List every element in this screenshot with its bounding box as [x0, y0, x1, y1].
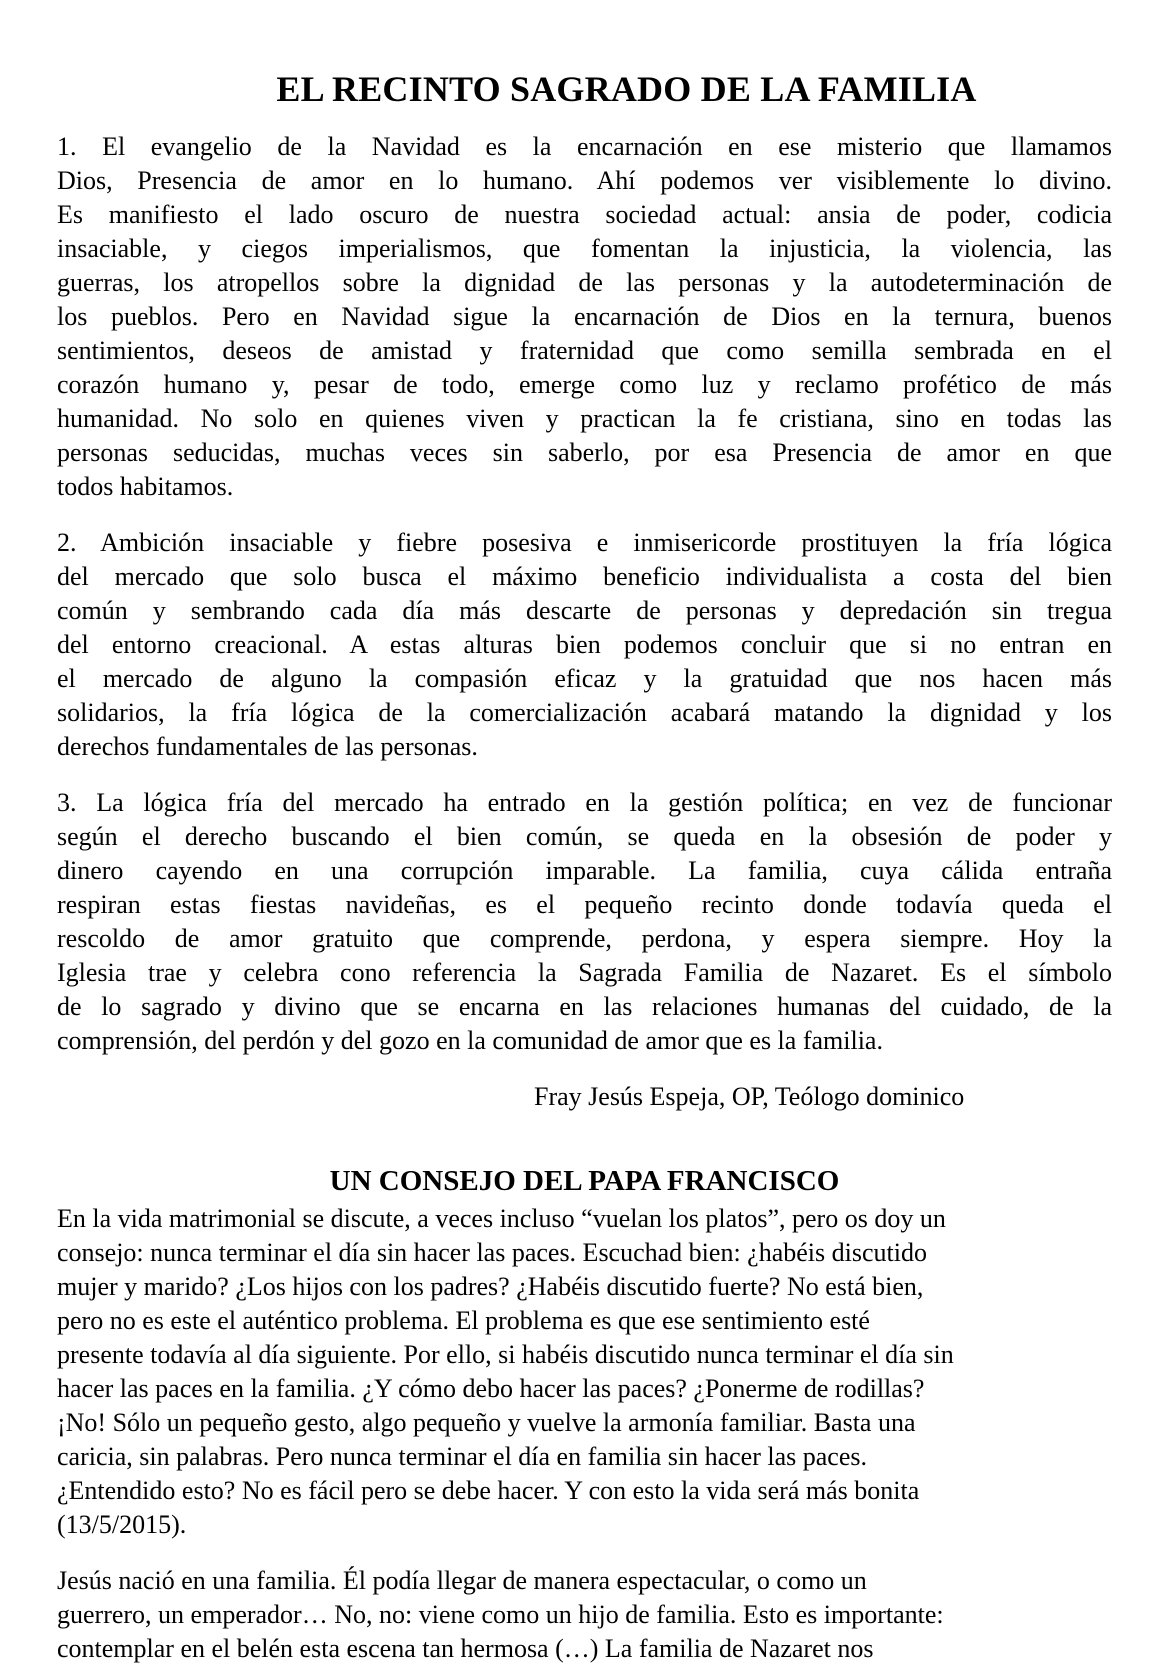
text-line: solidarios, la fría lógica de la comercialización acabará matando la dignidad y los: [57, 698, 1112, 727]
section-consejo-papa: [57, 1162, 1112, 1666]
text-line: mujer y marido? ¿Los hijos con los padres? ¿Habéis discutido fuerte? No está bien,: [57, 1272, 924, 1301]
text-line: guerrero, un emperador… No, no: viene como un hijo de familia. Esto es importante:: [57, 1600, 944, 1629]
paragraph-1: [57, 130, 1112, 504]
text-line: todos habitamos.: [57, 472, 234, 501]
text-line: pero no es este el auténtico problema. El problema es que ese sentimiento esté: [57, 1306, 870, 1335]
section-heading: UN CONSEJO DEL PAPA FRANCISCO: [329, 1165, 840, 1197]
text-line: según el derecho buscando el bien común, se queda en la obsesión de poder y: [57, 822, 1112, 851]
text-line: caricia, sin palabras. Pero nunca terminar el día en familia sin hacer las paces.: [57, 1442, 867, 1471]
text-line: rescoldo de amor gratuito que comprende, perdona, y espera siempre. Hoy la: [57, 924, 1112, 953]
text-line: del entorno creacional. A estas alturas bien podemos concluir que si no entran en: [57, 630, 1112, 659]
text-line: ¡No! Sólo un pequeño gesto, algo pequeño y vuelve la armonía familiar. Basta una: [57, 1408, 916, 1437]
text-line: humanidad. No solo en quienes viven y practican la fe cristiana, sino en todas las: [57, 404, 1112, 433]
text-line: 1. El evangelio de la Navidad es la encarnación en ese misterio que llamamos: [57, 132, 1112, 161]
text-line: Es manifiesto el lado oscuro de nuestra sociedad actual: ansia de poder, codicia: [57, 200, 1112, 229]
text-line: sentimientos, deseos de amistad y fraternidad que como semilla sembrada en el: [57, 336, 1112, 365]
document-title: EL RECINTO SAGRADO DE LA FAMILIA: [276, 69, 977, 109]
text-line: presente todavía al día siguiente. Por ello, si habéis discutido nunca terminar el día sin: [57, 1340, 954, 1369]
section-recinto-sagrado: [57, 130, 1112, 1114]
text-line: guerras, los atropellos sobre la dignidad de las personas y la autodeterminación de: [57, 268, 1112, 297]
text-line: comprensión, del perdón y del gozo en la comunidad de amor que es la familia.: [57, 1026, 883, 1055]
text-line: contemplar en el belén esta escena tan hermosa (…) La familia de Nazaret nos: [57, 1634, 874, 1663]
text-line: personas seducidas, muchas veces sin saberlo, por esa Presencia de amor en que: [57, 438, 1112, 467]
paragraph-5: [57, 1564, 1112, 1666]
paragraph-3: [57, 786, 1112, 1058]
text-line: Dios, Presencia de amor en lo humano. Ahí podemos ver visiblemente lo divino.: [57, 166, 1112, 195]
text-line: hacer las paces en la familia. ¿Y cómo debo hacer las paces? ¿Ponerme de rodillas?: [57, 1374, 925, 1403]
text-line: Iglesia trae y celebra cono referencia la Sagrada Familia de Nazaret. Es el símbolo: [57, 958, 1112, 987]
text-line: corazón humano y, pesar de todo, emerge como luz y reclamo profético de más: [57, 370, 1112, 399]
text-line: común y sembrando cada día más descarte de personas y depredación sin tregua: [57, 596, 1112, 625]
paragraph-4: [57, 1202, 1112, 1542]
text-line: dinero cayendo en una corrupción imparable. La familia, cuya cálida entraña: [57, 856, 1112, 885]
paragraph-2: [57, 526, 1112, 764]
text-line: el mercado de alguno la compasión eficaz y la gratuidad que nos hacen más: [57, 664, 1112, 693]
text-line: (13/5/2015).: [57, 1510, 187, 1539]
text-line: respiran estas fiestas navideñas, es el pequeño recinto donde todavía queda el: [57, 890, 1112, 919]
text-line: ¿Entendido esto? No es fácil pero se debe hacer. Y con esto la vida será más bonita: [57, 1476, 920, 1505]
text-line: En la vida matrimonial se discute, a veces incluso “vuelan los platos”, pero os doy un: [57, 1204, 946, 1233]
text-line: los pueblos. Pero en Navidad sigue la encarnación de Dios en la ternura, buenos: [57, 302, 1112, 331]
text-line: 2. Ambición insaciable y fiebre posesiva e inmisericorde prostituyen la fría lógica: [57, 528, 1112, 557]
text-line: del mercado que solo busca el máximo beneficio individualista a costa del bien: [57, 562, 1112, 591]
text-line: 3. La lógica fría del mercado ha entrado en la gestión política; en vez de funcionar: [57, 788, 1112, 817]
text-line: derechos fundamentales de las personas.: [57, 732, 478, 761]
text-line: de lo sagrado y divino que se encarna en las relaciones humanas del cuidado, de la: [57, 992, 1112, 1021]
text-line: Jesús nació en una familia. Él podía llegar de manera espectacular, o como un: [57, 1566, 867, 1595]
text-line: insaciable, y ciegos imperialismos, que fomentan la injusticia, la violencia, las: [57, 234, 1112, 263]
text-line: consejo: nunca terminar el día sin hacer las paces. Escuchad bien: ¿habéis discutido: [57, 1238, 927, 1267]
attribution-author: Fray Jesús Espeja, OP, Teólogo dominico: [534, 1082, 965, 1111]
